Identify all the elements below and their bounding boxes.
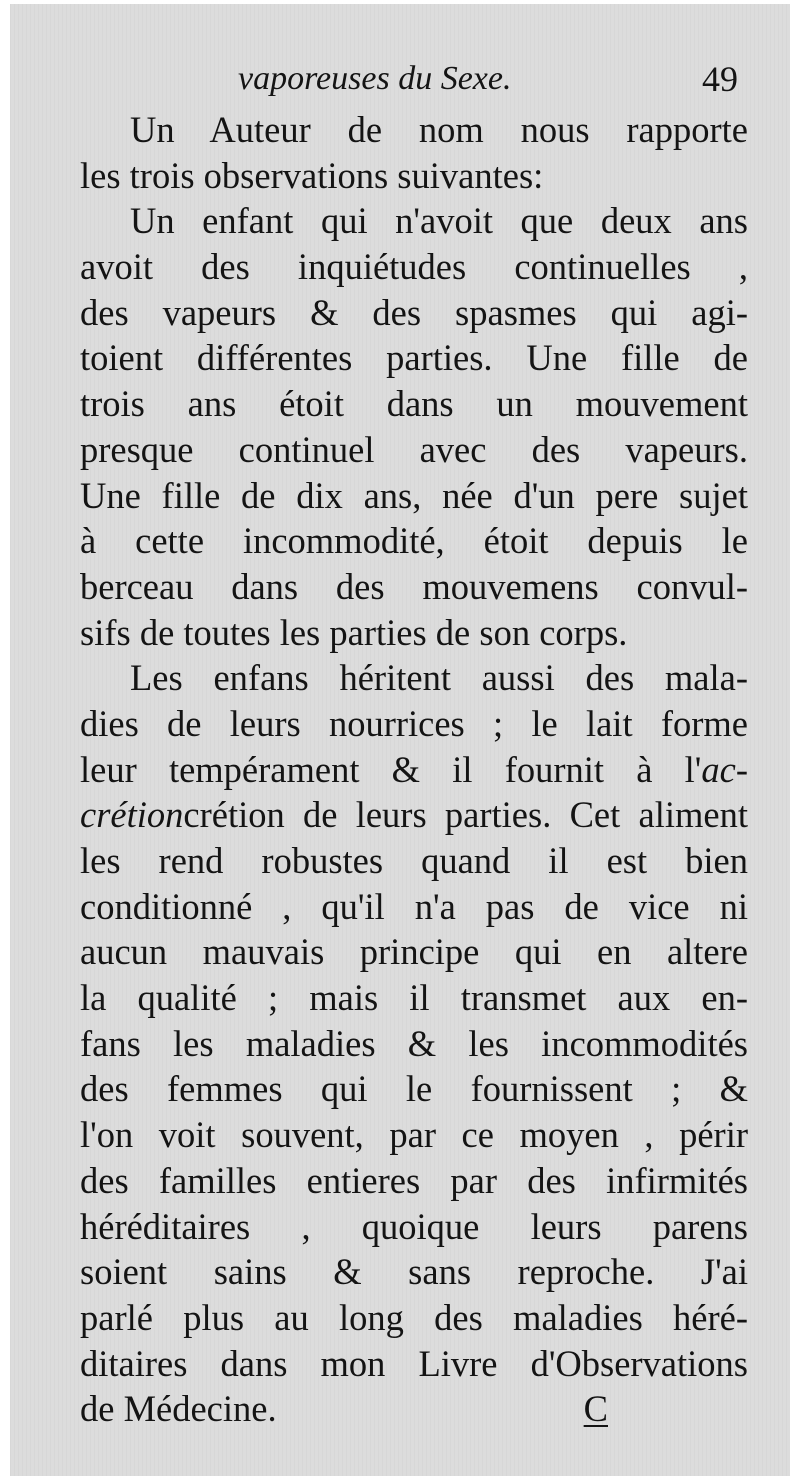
text-line: Les enfans héritent aussi des mala- bbox=[130, 657, 748, 699]
text-line: héréditaires , quoique leurs parens bbox=[80, 1205, 748, 1247]
text-line: les rend robustes quand il est bien bbox=[80, 840, 748, 881]
text-line: conditionné , qu'il n'a pas de vice ni bbox=[80, 885, 748, 927]
text-line: Un enfant qui n'avoit que deux ans bbox=[130, 200, 748, 242]
text-line: trois ans étoit dans un mouvement bbox=[80, 383, 748, 425]
italic-word: ac- bbox=[701, 748, 748, 790]
text-line: ditaires dans mon Livre d'Observations bbox=[80, 1342, 748, 1384]
text-line: l'on voit souvent, par ce moyen , périr bbox=[80, 1114, 748, 1156]
text-line-roman: crétion de leurs parties. Cet aliment bbox=[183, 794, 748, 836]
text-line: parlé plus au long des maladies héré- bbox=[80, 1296, 748, 1338]
text-line: soient sains & sans reproche. J'ai bbox=[80, 1251, 748, 1293]
text-line: fans les maladies & les incommodités bbox=[80, 1022, 748, 1064]
text-line: dies de leurs nourrices ; le lait forme bbox=[80, 702, 748, 744]
running-title: vaporeuses du Sexe. bbox=[238, 60, 512, 97]
text-line: toient différentes parties. Une fille de bbox=[80, 337, 748, 379]
text-line: des familles entieres par des infirmités bbox=[80, 1159, 748, 1201]
text-line: avoit des inquiétudes continuelles , bbox=[80, 246, 748, 288]
text-line: sifs de toutes les parties de son corps. bbox=[80, 611, 628, 653]
text-line bbox=[80, 747, 748, 793]
italic-word: crétion bbox=[80, 794, 184, 836]
text-line: des femmes qui le fournissent ; & bbox=[80, 1068, 748, 1110]
page-number: 49 bbox=[702, 59, 738, 99]
book-page bbox=[10, 4, 790, 1476]
text-line bbox=[80, 792, 748, 838]
text-line: aucun mauvais principe qui en altere bbox=[80, 931, 748, 973]
signature-mark: C bbox=[583, 1388, 608, 1430]
text-line: presque continuel avec des vapeurs. bbox=[80, 428, 748, 470]
text-line: la qualité ; mais il transmet aux en- bbox=[80, 977, 748, 1019]
text-line-roman: leur tempérament & il fournit à l' bbox=[80, 748, 702, 790]
text-line: les trois observations suivantes: bbox=[80, 154, 544, 196]
page-header bbox=[10, 56, 790, 106]
body-text bbox=[80, 107, 748, 1432]
text-line: Un Auteur de nom nous rapporte bbox=[130, 109, 748, 150]
text-line: berceau dans des mouvemens convul- bbox=[80, 565, 748, 607]
text-line: Une fille de dix ans, née d'un pere sujet bbox=[80, 474, 748, 516]
text-line: des vapeurs & des spasmes qui agi- bbox=[80, 291, 748, 333]
text-line bbox=[80, 1386, 748, 1432]
text-line: à cette incommodité, étoit depuis le bbox=[80, 520, 748, 562]
text-line-roman: de Médecine. bbox=[80, 1388, 277, 1430]
